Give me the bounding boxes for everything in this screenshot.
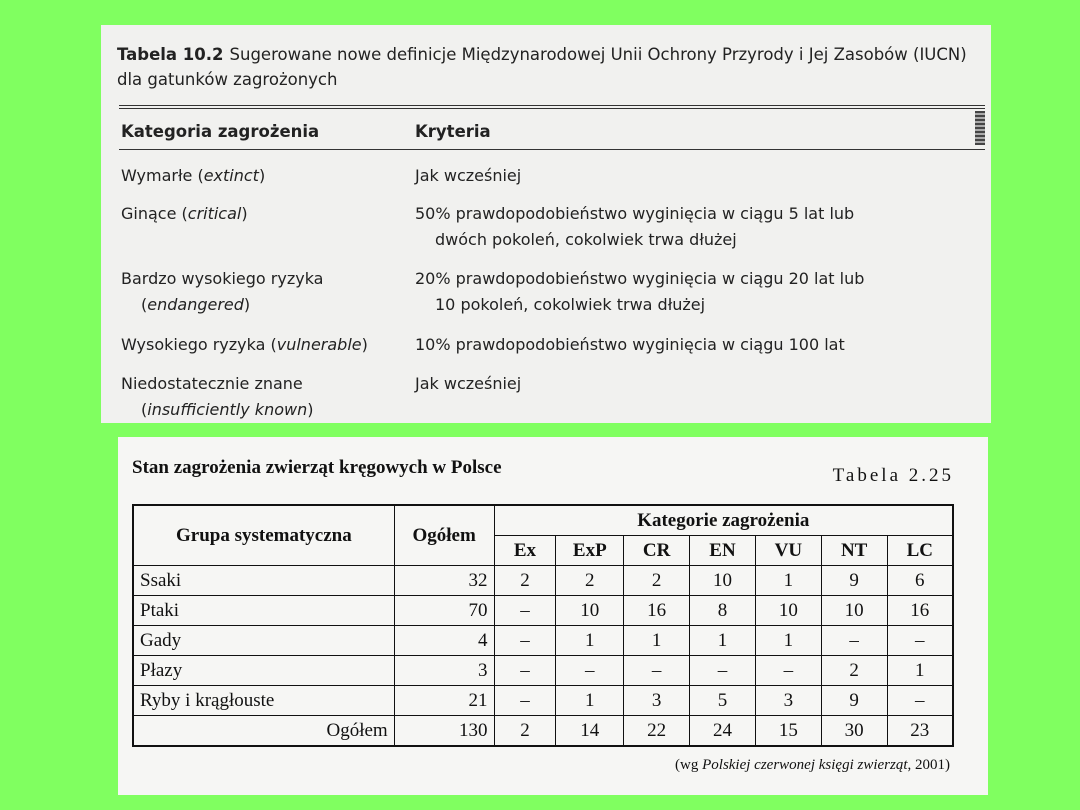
total-cell: 21 bbox=[394, 686, 494, 716]
summary-cell: 2 bbox=[494, 716, 556, 747]
total-cell: 3 bbox=[394, 656, 494, 686]
value-cell: 1 bbox=[556, 626, 624, 656]
value-cell: – bbox=[494, 596, 556, 626]
value-cell: 2 bbox=[556, 566, 624, 596]
category-cell: Bardzo wysokiego ryzyka (endangered) bbox=[121, 269, 324, 314]
value-cell: 1 bbox=[556, 686, 624, 716]
header-categories: Kategorie zagrożenia bbox=[494, 505, 953, 536]
threat-data-table bbox=[132, 504, 954, 747]
category-cell: Wysokiego ryzyka (vulnerable) bbox=[121, 335, 368, 354]
caption-text: Sugerowane nowe definicje Międzynarodowej Unii Ochrony Przyrody i Jej Zasobów (IUCN) dla gatunków zagrożonych bbox=[117, 45, 967, 89]
criteria-cell: 50% prawdopodobieństwo wyginięcia w ciągu 5 lat lub dwóch pokoleń, cokolwiek trwa dłużej bbox=[415, 204, 855, 249]
table-row bbox=[133, 596, 953, 626]
value-cell: 8 bbox=[690, 596, 756, 626]
iucn-definitions-table bbox=[101, 25, 991, 423]
value-cell: 16 bbox=[624, 596, 690, 626]
value-cell: 1 bbox=[755, 566, 821, 596]
summary-cell: 24 bbox=[690, 716, 756, 747]
table-title: Stan zagrożenia zwierząt kręgowych w Polsce bbox=[132, 457, 502, 478]
header-vu: VU bbox=[755, 536, 821, 566]
value-cell: – bbox=[887, 626, 953, 656]
value-cell: 5 bbox=[690, 686, 756, 716]
table-row bbox=[133, 686, 953, 716]
category-cell: Wymarłe (extinct) bbox=[121, 166, 266, 185]
header-criteria: Kryteria bbox=[415, 122, 491, 141]
total-cell: 70 bbox=[394, 596, 494, 626]
group-cell: Płazy bbox=[133, 656, 394, 686]
summary-cell: 30 bbox=[821, 716, 887, 747]
value-cell: 1 bbox=[887, 656, 953, 686]
value-cell: 10 bbox=[556, 596, 624, 626]
value-cell: 10 bbox=[755, 596, 821, 626]
summary-row bbox=[133, 716, 953, 747]
value-cell: 9 bbox=[821, 686, 887, 716]
value-cell: 10 bbox=[690, 566, 756, 596]
table-caption bbox=[117, 42, 987, 92]
group-cell: Ryby i krągłouste bbox=[133, 686, 394, 716]
value-cell: 16 bbox=[887, 596, 953, 626]
total-cell: 4 bbox=[394, 626, 494, 656]
header-exp: ExP bbox=[556, 536, 624, 566]
shade-mark bbox=[975, 111, 985, 145]
table-number: Tabela 2.25 bbox=[832, 465, 954, 486]
table-row bbox=[133, 566, 953, 596]
value-cell: – bbox=[494, 656, 556, 686]
top-rule-2 bbox=[119, 108, 985, 109]
value-cell: – bbox=[821, 626, 887, 656]
value-cell: 3 bbox=[624, 686, 690, 716]
criteria-cell: Jak wcześniej bbox=[415, 374, 522, 393]
group-cell: Ptaki bbox=[133, 596, 394, 626]
table-row bbox=[133, 626, 953, 656]
header-category: Kategoria zagrożenia bbox=[121, 122, 320, 141]
total-cell: 32 bbox=[394, 566, 494, 596]
value-cell: 9 bbox=[821, 566, 887, 596]
value-cell: 3 bbox=[755, 686, 821, 716]
summary-cell: 14 bbox=[556, 716, 624, 747]
criteria-cell: Jak wcześniej bbox=[415, 166, 522, 185]
header-nt: NT bbox=[821, 536, 887, 566]
summary-label: Ogółem bbox=[133, 716, 394, 747]
summary-total: 130 bbox=[394, 716, 494, 747]
value-cell: – bbox=[494, 686, 556, 716]
header-en: EN bbox=[690, 536, 756, 566]
value-cell: – bbox=[624, 656, 690, 686]
value-cell: – bbox=[755, 656, 821, 686]
source-note: (wg Polskiej czerwonej księgi zwierząt, 2001) bbox=[675, 757, 950, 773]
category-cell: Ginące (critical) bbox=[121, 204, 248, 223]
table-number: Tabela 10.2 bbox=[117, 45, 224, 64]
header-lc: LC bbox=[887, 536, 953, 566]
value-cell: – bbox=[887, 686, 953, 716]
header-rule bbox=[119, 149, 985, 150]
group-cell: Ssaki bbox=[133, 566, 394, 596]
group-cell: Gady bbox=[133, 626, 394, 656]
value-cell: 2 bbox=[821, 656, 887, 686]
criteria-cell: 10% prawdopodobieństwo wyginięcia w ciągu 100 lat bbox=[415, 335, 845, 354]
value-cell: 1 bbox=[755, 626, 821, 656]
value-cell: 1 bbox=[624, 626, 690, 656]
header-ex: Ex bbox=[494, 536, 556, 566]
header-total: Ogółem bbox=[394, 505, 494, 566]
category-cell: Niedostatecznie znane (insufficiently known) bbox=[121, 374, 314, 419]
value-cell: – bbox=[556, 656, 624, 686]
table-row bbox=[133, 656, 953, 686]
vertebrates-threat-table bbox=[118, 437, 988, 795]
value-cell: – bbox=[690, 656, 756, 686]
header-group: Grupa systematyczna bbox=[133, 505, 394, 566]
value-cell: 10 bbox=[821, 596, 887, 626]
header-cr: CR bbox=[624, 536, 690, 566]
value-cell: 2 bbox=[624, 566, 690, 596]
criteria-cell: 20% prawdopodobieństwo wyginięcia w ciągu 20 lat lub 10 pokoleń, cokolwiek trwa dłużej bbox=[415, 269, 865, 314]
value-cell: 2 bbox=[494, 566, 556, 596]
value-cell: 1 bbox=[690, 626, 756, 656]
summary-cell: 23 bbox=[887, 716, 953, 747]
top-rule bbox=[119, 105, 985, 106]
value-cell: – bbox=[494, 626, 556, 656]
value-cell: 6 bbox=[887, 566, 953, 596]
summary-cell: 22 bbox=[624, 716, 690, 747]
summary-cell: 15 bbox=[755, 716, 821, 747]
